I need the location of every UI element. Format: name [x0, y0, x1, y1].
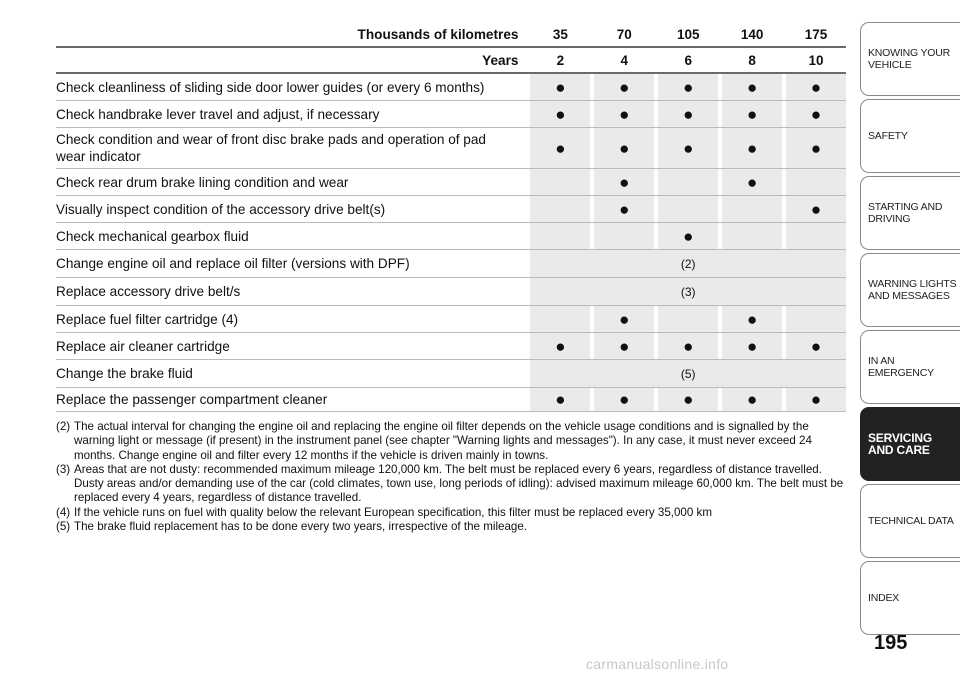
- chapter-tab-label: KNOWING YOUR VEHICLE: [868, 47, 950, 71]
- scheduled-dot-icon: ●: [555, 336, 566, 356]
- scheduled-dot-icon: ●: [810, 77, 822, 97]
- row-label: Check rear drum brake lining condition and wear: [56, 174, 349, 190]
- scheduled-dot-icon: ●: [810, 199, 822, 219]
- footnote-key: (4): [56, 505, 71, 519]
- chapter-tab-knowing[interactable]: [860, 22, 960, 96]
- row-label: Replace the passenger compartment cleaner: [56, 392, 328, 407]
- schedule-cell: [722, 128, 782, 168]
- schedule-cell: [722, 74, 782, 100]
- footnote: [56, 463, 846, 506]
- row-cells: [530, 74, 846, 100]
- footnote: [56, 506, 846, 520]
- chapter-tab-technical[interactable]: [860, 484, 960, 558]
- schedule-cell: [786, 169, 846, 195]
- years-value: 8: [748, 52, 756, 68]
- chapter-tab-index[interactable]: [860, 561, 960, 635]
- table-row: [56, 169, 846, 196]
- schedule-cell: [594, 74, 654, 100]
- years-header-label: Years: [482, 52, 519, 68]
- row-cells: [530, 278, 846, 305]
- km-value: 35: [552, 26, 568, 42]
- years-value: 10: [808, 52, 824, 68]
- schedule-cell: [594, 223, 654, 249]
- schedule-cell: [722, 388, 782, 411]
- schedule-cell: [594, 333, 654, 359]
- span-note-cell: (3): [530, 278, 846, 305]
- table-row: [56, 306, 846, 333]
- schedule-cell: [658, 74, 718, 100]
- schedule-cell: [594, 306, 654, 332]
- schedule-cell: [530, 196, 590, 222]
- footnote-key: (5): [56, 520, 71, 534]
- schedule-cell: [786, 223, 846, 249]
- footnote-text: The actual interval for changing the engine oil and replacing the engine oil filter depends on the vehicle usage conditions and is signalled by the warning light or message (if present) in the instrument panel (see chapter "Warning lights and messages"). In any case, it must never exceed 24 months. Change engine oil and filter every 12 months if the vehicle is driven mainly in towns.: [74, 420, 812, 462]
- schedule-cell: [786, 196, 846, 222]
- scheduled-dot-icon: ●: [746, 172, 758, 192]
- scheduled-dot-icon: ●: [810, 104, 822, 124]
- maintenance-schedule-table: [56, 22, 846, 412]
- chapter-tab-starting[interactable]: [860, 176, 960, 250]
- row-label: Change engine oil and replace oil filter (versions with DPF): [56, 256, 410, 271]
- row-label: Replace air cleaner cartridge: [56, 338, 230, 354]
- table-row: [56, 388, 846, 412]
- schedule-cell: [786, 306, 846, 332]
- row-cells: [530, 388, 846, 411]
- schedule-cell: [530, 74, 590, 100]
- km-value: 175: [804, 26, 828, 42]
- row-cells: [530, 333, 846, 359]
- scheduled-dot-icon: ●: [810, 138, 822, 158]
- span-note-cell: (2): [530, 250, 846, 277]
- km-header-label: Thousands of kilometres: [357, 26, 519, 42]
- table-row: [56, 128, 846, 169]
- footnote-text: If the vehicle runs on fuel with quality below the relevant European specification, this filter must be replaced every 35,000 km: [74, 505, 713, 519]
- schedule-cell: [658, 223, 718, 249]
- row-cells: [530, 196, 846, 222]
- row-cells: [530, 128, 846, 168]
- header-row-kilometres: [56, 22, 846, 48]
- schedule-cell: [594, 196, 654, 222]
- scheduled-dot-icon: ●: [810, 390, 822, 409]
- schedule-cell: [658, 169, 718, 195]
- years-header-values: [530, 48, 846, 72]
- row-cells: [530, 223, 846, 249]
- row-label: Check mechanical gearbox fluid: [56, 228, 249, 244]
- watermark: carmanualsonline.info: [586, 656, 729, 672]
- row-label: Check condition and wear of front disc brake pads and operation of pad wear indicator: [56, 132, 486, 164]
- chapter-tab-servicing[interactable]: [860, 407, 960, 481]
- scheduled-dot-icon: ●: [619, 172, 630, 192]
- chapter-tab-emergency[interactable]: [860, 330, 960, 404]
- schedule-cell: [530, 306, 590, 332]
- schedule-cell: [786, 101, 846, 127]
- row-cells: [530, 101, 846, 127]
- years-value: 2: [556, 52, 565, 68]
- row-label: Replace accessory drive belt/s: [56, 284, 241, 299]
- scheduled-dot-icon: ●: [746, 77, 758, 97]
- scheduled-dot-icon: ●: [746, 138, 758, 158]
- schedule-cell: [786, 333, 846, 359]
- chapter-tab-label: SAFETY: [868, 130, 908, 142]
- scheduled-dot-icon: ●: [619, 104, 630, 124]
- schedule-cell: [786, 128, 846, 168]
- chapter-tab-label: TECHNICAL DATA: [868, 515, 954, 527]
- schedule-cell: [530, 128, 590, 168]
- row-label: Change the brake fluid: [56, 366, 193, 381]
- schedule-cell: [722, 196, 782, 222]
- row-cells: [530, 169, 846, 195]
- chapter-tab-label: IN AN EMERGENCY: [868, 355, 934, 379]
- km-value: 140: [740, 26, 764, 42]
- scheduled-dot-icon: ●: [746, 336, 758, 356]
- scheduled-dot-icon: ●: [683, 336, 694, 356]
- schedule-cell: [658, 388, 718, 411]
- scheduled-dot-icon: ●: [746, 390, 758, 409]
- schedule-cell: [786, 74, 846, 100]
- km-value: 105: [676, 26, 700, 42]
- schedule-cell: [530, 388, 590, 411]
- km-header-values: [530, 22, 846, 46]
- schedule-cell: [658, 128, 718, 168]
- schedule-cell: [722, 306, 782, 332]
- schedule-cell: [658, 306, 718, 332]
- footnote-text: The brake fluid replacement has to be done every two years, irrespective of the mileage.: [74, 520, 528, 534]
- footnote-key: (2): [56, 420, 71, 433]
- chapter-tab-label: INDEX: [868, 592, 900, 604]
- schedule-cell: [594, 101, 654, 127]
- scheduled-dot-icon: ●: [746, 309, 758, 329]
- footnotes: [56, 420, 846, 534]
- table-row: [56, 74, 846, 101]
- footnote-key: (3): [56, 462, 71, 476]
- schedule-cell: [594, 169, 654, 195]
- table-row: [56, 278, 846, 306]
- row-cells: [530, 250, 846, 277]
- chapter-tab-label: SERVICING AND CARE: [868, 431, 932, 457]
- schedule-cell: [722, 101, 782, 127]
- row-cells: [530, 306, 846, 332]
- row-label: Replace fuel filter cartridge (4): [56, 311, 239, 327]
- chapter-tabs: [860, 22, 960, 638]
- chapter-tab-label: WARNING LIGHTS AND MESSAGES: [868, 278, 957, 302]
- header-row-years: [56, 48, 846, 74]
- schedule-cell: [722, 223, 782, 249]
- row-cells: [530, 360, 846, 387]
- scheduled-dot-icon: ●: [619, 390, 630, 409]
- scheduled-dot-icon: ●: [683, 390, 694, 409]
- scheduled-dot-icon: ●: [619, 336, 630, 356]
- footnote: [56, 420, 846, 463]
- row-label: Visually inspect condition of the accessory drive belt(s): [56, 201, 386, 217]
- row-label: Check cleanliness of sliding side door lower guides (or every 6 months): [56, 79, 485, 95]
- schedule-cell: [594, 128, 654, 168]
- schedule-cell: [530, 223, 590, 249]
- chapter-tab-warning[interactable]: [860, 253, 960, 327]
- schedule-cell: [722, 333, 782, 359]
- years-value: 6: [684, 52, 692, 68]
- schedule-cell: [530, 169, 590, 195]
- schedule-cell: [658, 196, 718, 222]
- scheduled-dot-icon: ●: [555, 390, 566, 409]
- scheduled-dot-icon: ●: [619, 138, 630, 158]
- scheduled-dot-icon: ●: [555, 77, 566, 97]
- table-row: [56, 250, 846, 278]
- scheduled-dot-icon: ●: [555, 138, 566, 158]
- page-number: 195: [874, 632, 908, 654]
- scheduled-dot-icon: ●: [619, 309, 630, 329]
- scheduled-dot-icon: ●: [746, 104, 758, 124]
- table-row: [56, 223, 846, 250]
- table-row: [56, 196, 846, 223]
- scheduled-dot-icon: ●: [683, 226, 694, 246]
- scheduled-dot-icon: ●: [619, 199, 630, 219]
- schedule-cell: [786, 388, 846, 411]
- table-body: [56, 74, 846, 412]
- scheduled-dot-icon: ●: [619, 77, 630, 97]
- schedule-cell: [722, 169, 782, 195]
- span-note-cell: (5): [530, 360, 846, 387]
- footnote: [56, 520, 846, 534]
- schedule-cell: [530, 333, 590, 359]
- schedule-cell: [658, 101, 718, 127]
- table-row: [56, 360, 846, 388]
- scheduled-dot-icon: ●: [810, 336, 822, 356]
- footnote-text: Areas that are not dusty: recommended maximum mileage 120,000 km. The belt must be replaced every 6 years, regardless of distance travelled. Dusty areas and/or demanding use of the car (cold climates, town use, long periods of idling): advised maximum mileage 60,000 km. The belt must be replaced every 4 years, regardless of distance travelled.: [74, 462, 844, 505]
- schedule-cell: [658, 333, 718, 359]
- scheduled-dot-icon: ●: [555, 104, 566, 124]
- row-label: Check handbrake lever travel and adjust, if necessary: [56, 106, 380, 122]
- scheduled-dot-icon: ●: [683, 77, 694, 97]
- chapter-tab-label: STARTING AND DRIVING: [868, 201, 943, 225]
- scheduled-dot-icon: ●: [683, 104, 694, 124]
- schedule-cell: [594, 388, 654, 411]
- chapter-tab-safety[interactable]: [860, 99, 960, 173]
- km-value: 70: [616, 26, 632, 42]
- table-row: [56, 101, 846, 128]
- table-row: [56, 333, 846, 360]
- schedule-cell: [530, 101, 590, 127]
- years-value: 4: [620, 52, 629, 68]
- scheduled-dot-icon: ●: [683, 138, 694, 158]
